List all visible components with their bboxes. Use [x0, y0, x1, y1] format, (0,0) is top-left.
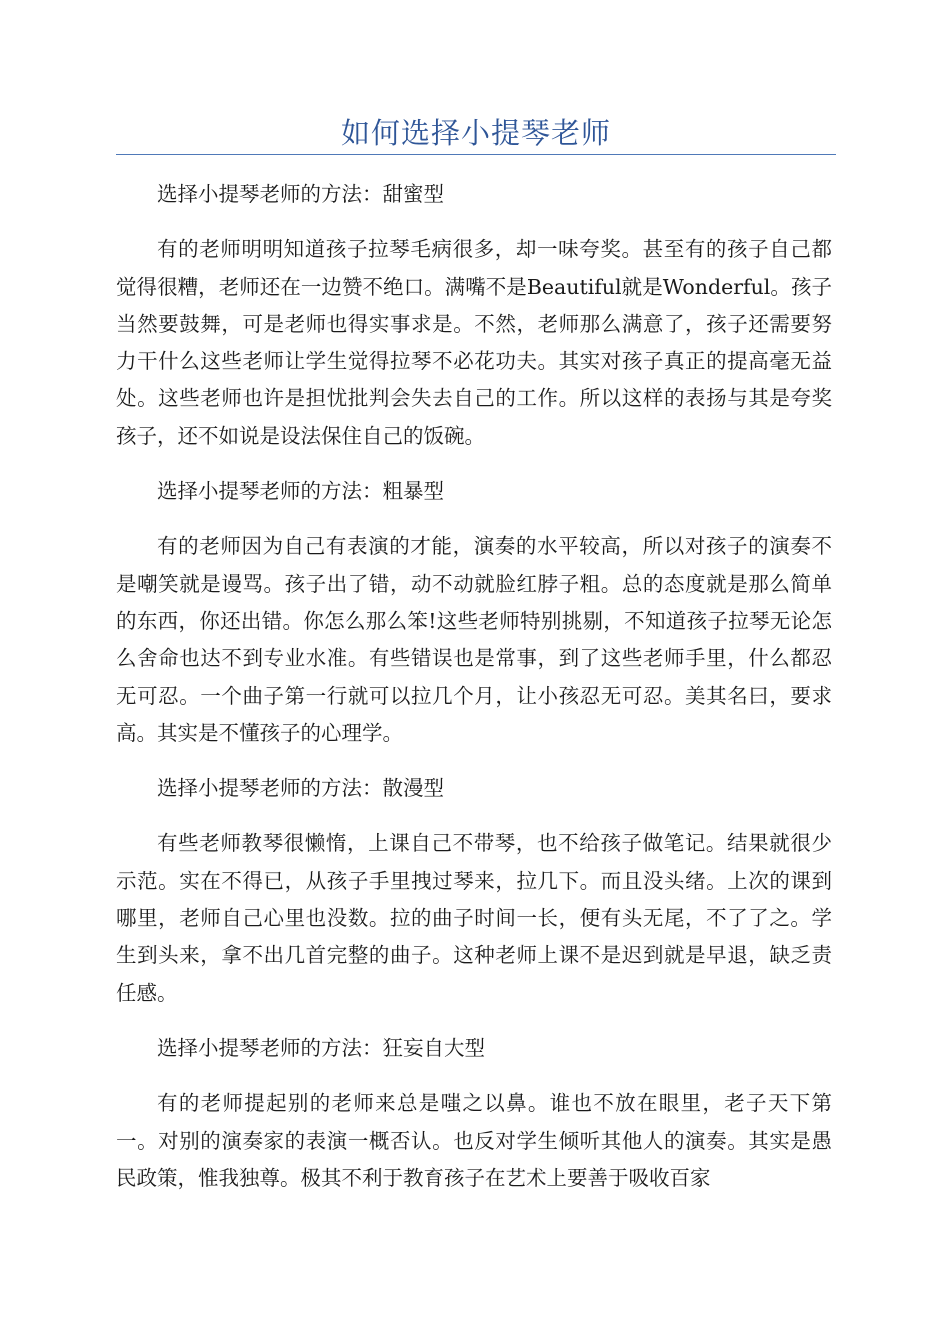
- section-paragraph: 有些老师教琴很懒惰，上课自己不带琴，也不给孩子做笔记。结果就很少示范。实在不得已，从孩子手里拽过琴来，拉几下。而且没头绪。上次的课到哪里，老师自己心里也没数。拉的曲子时间一长，便有头无尾，不了了之。学生到头来，拿不出几首完整的曲子。这种老师上课不是迟到就是早退，缺乏责任感。: [116, 831, 832, 1005]
- section-paragraph: 有的老师因为自己有表演的才能，演奏的水平较高，所以对孩子的演奏不是嘲笑就是谩骂。孩子出了错，动不动就脸红脖子粗。总的态度就是那么简单的东西，你还出错。你怎么那么笨!这些老师特别挑剔，不知道孩子拉琴无论怎么舍命也达不到专业水准。有些错误也是常事，到了这些老师手里，什么都忍无可忍。一个曲子第一行就可以拉几个月，让小孩忍无可忍。美其名曰，要求高。其实是不懂孩子的心理学。: [116, 534, 832, 745]
- section-heading: 选择小提琴老师的方法：粗暴型: [157, 479, 444, 504]
- section-heading: 选择小提琴老师的方法：散漫型: [157, 776, 444, 801]
- page-title: 如何选择小提琴老师: [340, 116, 611, 150]
- section-heading: 选择小提琴老师的方法：甜蜜型: [157, 182, 444, 206]
- document-body: [116, 176, 832, 1215]
- section-heading: 选择小提琴老师的方法：狂妄自大型: [157, 1035, 485, 1060]
- title-underline: [116, 154, 836, 155]
- section-paragraph: 有的老师明明知道孩子拉琴毛病很多，却一味夸奖。甚至有的孩子自己都觉得很糟，老师还在一边赞不绝口。满嘴不是Beautiful就是Wonderful。孩子当然要鼓舞，可是老师也得实事求是。不然，老师那么满意了，孩子还需要努力干什么这些老师让学生觉得拉琴不必花功夫。其实对孩子真正的提高毫无益处。这些老师也许是担忧批判会失去自己的工作。所以这样的表扬与其是夸奖孩子，还不如说是设法保住自己的饭碗。: [116, 237, 832, 448]
- section-paragraph: 有的老师提起别的老师来总是嗤之以鼻。谁也不放在眼里，老子天下第一。对别的演奏家的表演一概否认。也反对学生倾听其他人的演奏。其实是愚民政策，惟我独尊。极其不利于教育孩子在艺术上要善于吸收百家: [116, 1091, 832, 1190]
